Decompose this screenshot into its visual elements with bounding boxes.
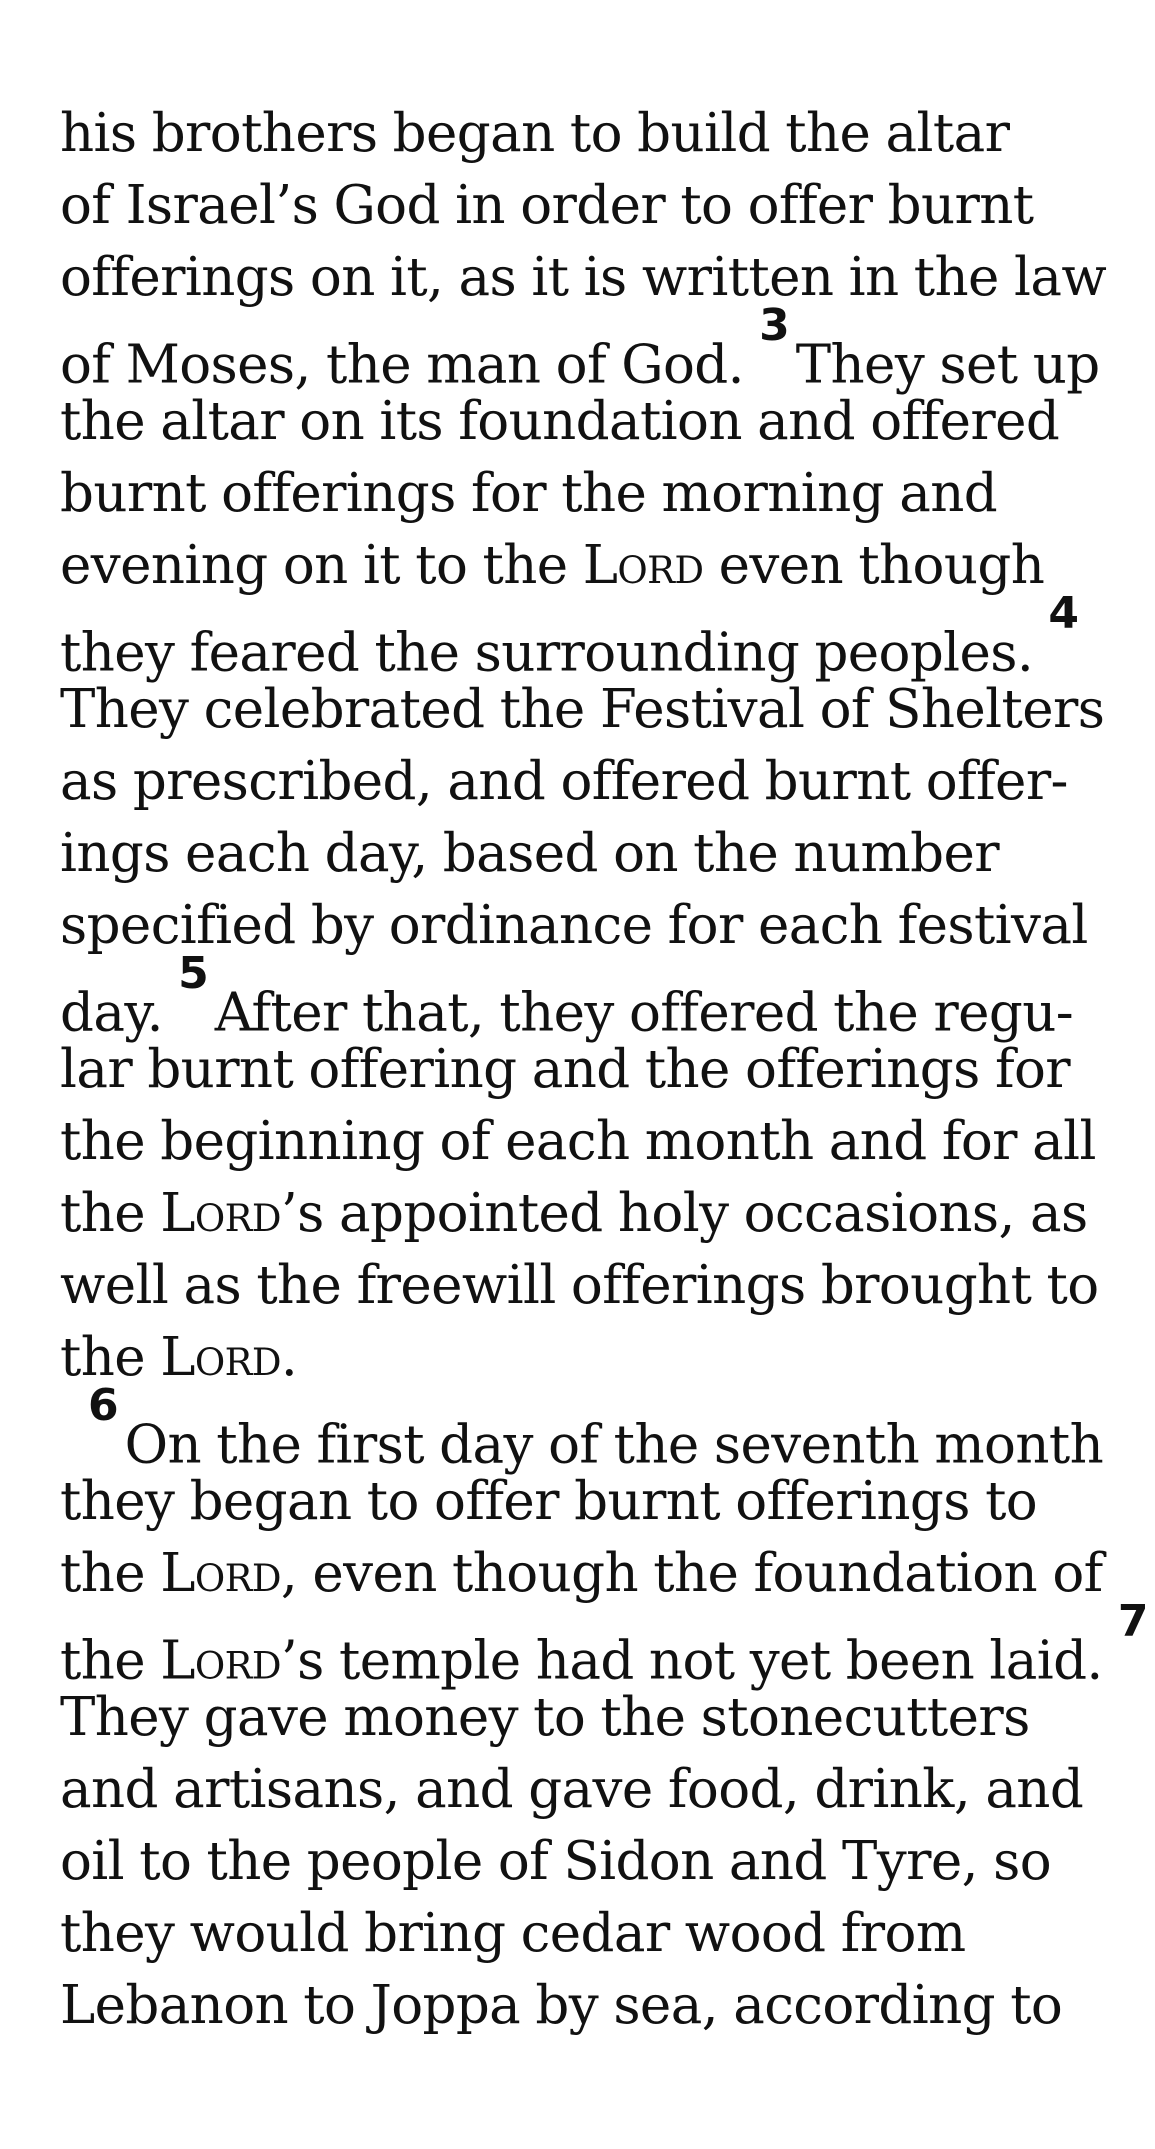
verse-number-7: 7 [1117,1596,1149,1647]
text-line: They gave money to the stonecutters [60,1687,1030,1748]
divine-name: Lord [160,1327,281,1388]
verse-number-5: 5 [178,948,209,999]
text-line: they feared the surrounding peoples. $^4$ [60,588,1080,684]
text-line: his brothers began to build the altar [60,103,1010,164]
text-line: the Lord. [60,1327,298,1388]
text-line: specified by ordinance for each festival [60,895,1088,956]
divine-name: Lord [582,535,704,596]
text-line: $^6$On the first day of the seventh month [88,1380,1104,1476]
divine-name: Lord [160,1543,281,1604]
verse-number-4: 4 [1048,588,1080,639]
text-line: They celebrated the Festival of Shelters [60,679,1105,740]
text-line: the Lord’s appointed holy occasions, as [60,1183,1088,1244]
scripture-text [60,98,1149,2042]
text-line: oil to the people of Sidon and Tyre, so [60,1831,1051,1892]
text-line: ings each day, based on the number [60,823,999,884]
text-line: as prescribed, and offered burnt offer- [60,751,1068,812]
text-line: and artisans, and gave food, drink, and [60,1759,1084,1820]
text-line: lar burnt offering and the offerings for [60,1039,1071,1100]
text-line: the beginning of each month and for all [60,1111,1096,1172]
text-line: evening on it to the Lord even though [60,535,1045,596]
text-line: the Lord’s temple had not yet been laid. $^7$ [60,1596,1149,1692]
text-line: burnt offerings for the morning and [60,463,998,524]
text-line: Lebanon to Joppa by sea, according to [60,1975,1063,2036]
text-line: well as the freewill offerings brought to [60,1255,1099,1316]
text-line: day. $^5$After that, they offered the regu- [60,948,1074,1044]
verse-number-3: 3 [759,300,790,351]
verse-number-6: 6 [88,1380,119,1431]
paragraph-2 [60,1380,1149,2042]
paragraph-1 [60,98,1107,1394]
text-line: of Moses, the man of God. $^3$They set up [60,300,1100,396]
divine-name: Lord [160,1630,281,1692]
text-line: offerings on it, as it is written in the law [60,247,1107,308]
text-line: the Lord, even though the foundation of [60,1543,1103,1604]
text-line: the altar on its foundation and offered [60,391,1060,452]
text-line: they would bring cedar wood from [60,1903,966,1964]
text-line: they began to offer burnt offerings to [60,1471,1038,1532]
divine-name: Lord [160,1183,281,1244]
text-line: of Israel’s God in order to offer burnt [60,175,1034,236]
